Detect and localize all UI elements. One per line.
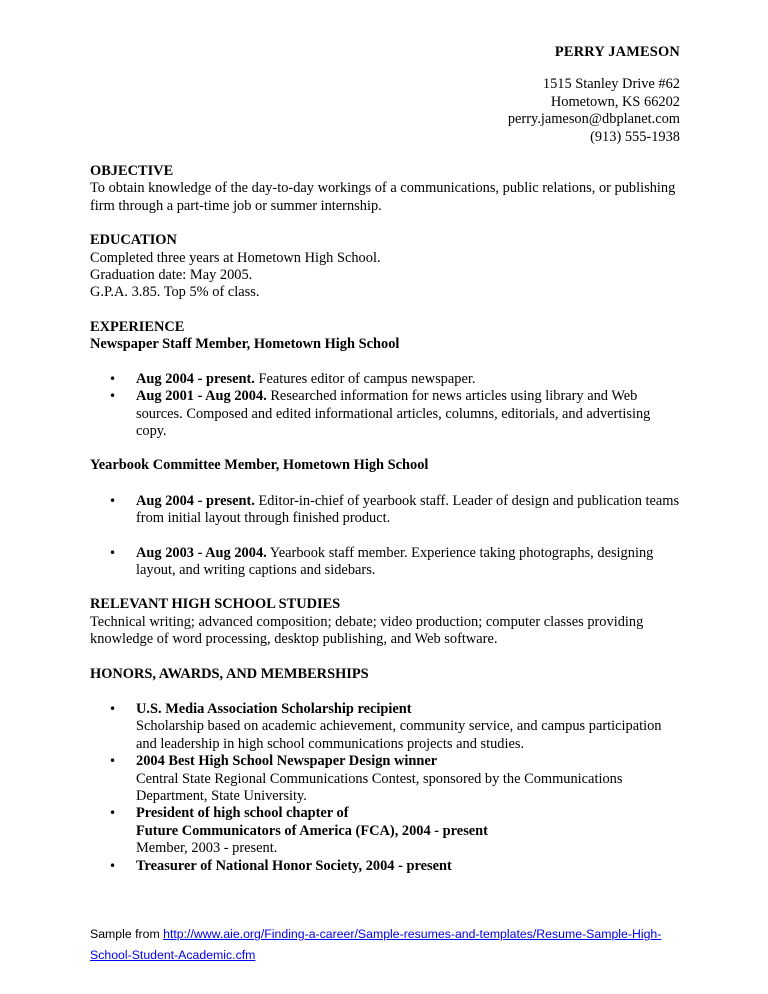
list-item bbox=[90, 371, 680, 388]
applicant-name: PERRY JAMESON bbox=[554, 44, 680, 60]
honor-title: • U.S. Media Association Scholarship recipient bbox=[136, 700, 412, 717]
list-item bbox=[90, 858, 680, 875]
objective-section bbox=[90, 163, 680, 215]
duty-date: Aug 2003 - Aug 2004. bbox=[136, 544, 267, 561]
source-link[interactable]: http://www.aie.org/Finding-a-career/Sample-resumes-and-templates/Resume-Sample-High-School-Student-Academic.cfm bbox=[90, 927, 662, 962]
job-heading: Newspaper Staff Member, Hometown High School bbox=[90, 336, 400, 353]
experience-title: EXPERIENCE bbox=[90, 318, 185, 335]
honor-title: • Treasurer of National Honor Society, 2004 - present bbox=[136, 857, 452, 874]
list-item bbox=[90, 545, 680, 580]
education-section bbox=[90, 232, 680, 302]
list-item bbox=[90, 701, 680, 753]
list-item bbox=[90, 388, 680, 440]
studies-text: Technical writing; advanced composition; debate; video production; computer classes providing knowledge of word processing, desktop publishing, and Web software. bbox=[90, 613, 644, 648]
education-line: Graduation date: May 2005. bbox=[90, 267, 253, 284]
phone: (913) 555-1938 bbox=[590, 128, 680, 145]
footer-prefix: Sample from bbox=[90, 927, 164, 941]
duty-text: Researched information for news articles using library and Web sources. Composed and edited informational articles, columns, editorials, and advertising copy. bbox=[136, 388, 651, 439]
education-line: G.P.A. 3.85. Top 5% of class. bbox=[90, 284, 260, 301]
duty-text: Editor-in-chief of yearbook staff. Leader of design and publication teams from initial layout through finished product. bbox=[136, 492, 680, 527]
honor-desc: Central State Regional Communications Contest, sponsored by the Communications Department, State University. bbox=[136, 770, 623, 804]
list-item bbox=[90, 805, 680, 857]
resume-page bbox=[90, 0, 680, 875]
job-heading: Yearbook Committee Member, Hometown High School bbox=[90, 457, 429, 474]
honors-section bbox=[90, 666, 680, 875]
address-line-2: Hometown, KS 66202 bbox=[550, 93, 680, 110]
source-footer bbox=[90, 924, 690, 966]
list-item bbox=[90, 493, 680, 528]
studies-section bbox=[90, 596, 680, 648]
honor-desc: Scholarship based on academic achievement, community service, and campus participation and leadership in high school communications projects and studies. bbox=[136, 718, 662, 752]
honors-list bbox=[90, 701, 680, 875]
experience-section bbox=[90, 319, 680, 579]
education-line: Completed three years at Hometown High School. bbox=[90, 249, 381, 266]
education-title: EDUCATION bbox=[90, 232, 177, 249]
duty-date: Aug 2004 - present. bbox=[136, 492, 255, 509]
objective-title: OBJECTIVE bbox=[90, 163, 174, 180]
duty-date: Aug 2001 - Aug 2004. bbox=[136, 388, 267, 405]
honor-title-continued: Future Communicators of America (FCA), 2004 - present bbox=[136, 822, 488, 839]
honor-title: • 2004 Best High School Newspaper Design winner bbox=[136, 753, 438, 770]
honors-title: HONORS, AWARDS, AND MEMBERSHIPS bbox=[90, 665, 369, 682]
contact-header bbox=[90, 44, 680, 146]
job-duties-list bbox=[90, 371, 680, 441]
address-line-1: 1515 Stanley Drive #62 bbox=[542, 76, 680, 93]
email: perry.jameson@dbplanet.com bbox=[507, 111, 680, 128]
studies-title: RELEVANT HIGH SCHOOL STUDIES bbox=[90, 596, 341, 613]
honor-desc: Member, 2003 - present. bbox=[136, 840, 278, 857]
honor-title: • President of high school chapter of bbox=[136, 805, 349, 822]
job-duties-list bbox=[90, 493, 680, 580]
duty-date: Aug 2004 - present. bbox=[136, 370, 255, 387]
duty-text: Yearbook staff member. Experience taking photographs, designing layout, and writing captions and sidebars. bbox=[136, 544, 654, 578]
list-item bbox=[90, 753, 680, 805]
objective-text: To obtain knowledge of the day-to-day workings of a communications, public relations, or publishing firm through a part-time job or summer internship. bbox=[90, 180, 676, 214]
duty-text: Features editor of campus newspaper. bbox=[254, 370, 476, 387]
